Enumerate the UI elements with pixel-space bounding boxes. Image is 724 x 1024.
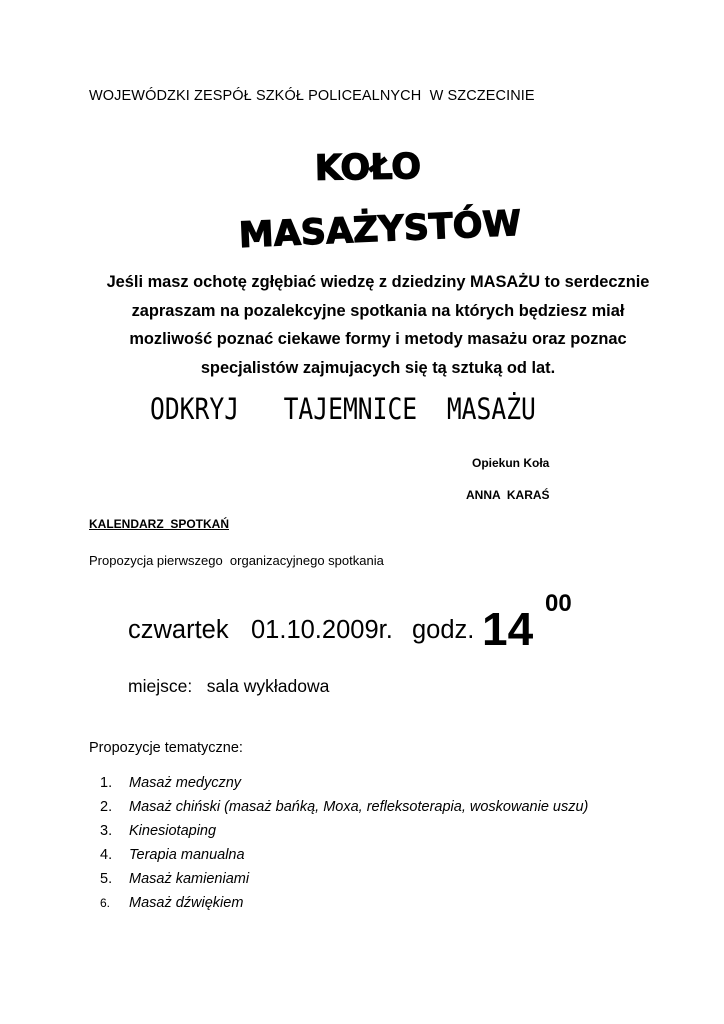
list-item xyxy=(100,892,588,916)
list-item xyxy=(100,820,588,844)
item-number: 3. xyxy=(100,823,113,839)
meeting-date-line xyxy=(128,590,648,660)
list-item xyxy=(100,844,588,868)
topics-heading: Propozycje tematyczne: xyxy=(89,740,243,756)
intro-line: specjalistów zajmujacych się tą sztuką od lat. xyxy=(200,358,556,377)
item-number: 6. xyxy=(100,896,111,910)
item-label: Kinesiotaping xyxy=(129,823,217,839)
item-label: Masaż kamieniami xyxy=(129,871,250,887)
slogan-word: ODKRYJ xyxy=(150,392,240,426)
time-label: godz. xyxy=(412,616,475,644)
meeting-minutes: 00 xyxy=(545,590,572,617)
intro-line: zapraszam na pozalekcyjne spotkania na których będziesz miał xyxy=(131,301,625,320)
item-number: 2. xyxy=(100,799,113,815)
slogan xyxy=(150,392,536,426)
item-label: Masaż medyczny xyxy=(129,775,242,791)
intro-paragraph xyxy=(70,268,686,382)
item-number: 4. xyxy=(100,847,113,863)
school-name: WOJEWÓDZKI ZESPÓŁ SZKÓŁ POLICEALNYCH W SZCZECINIE xyxy=(89,88,535,104)
item-label: Masaż dźwiękiem xyxy=(129,895,244,911)
guardian-name: ANNA KARAŚ xyxy=(466,488,550,502)
title-line-1: KOŁO xyxy=(314,147,422,189)
slogan-word: MASAŻU xyxy=(446,392,536,426)
slogan-word: TAJEMNICE xyxy=(283,392,418,426)
meeting-proposal: Propozycja pierwszego organizacyjnego spotkania xyxy=(89,553,384,568)
calendar-heading: KALENDARZ SPOTKAŃ xyxy=(89,517,229,531)
item-label: Terapia manualna xyxy=(129,847,245,863)
item-label: Masaż chiński (masaż bańką, Moxa, refleksoterapia, woskowanie uszu) xyxy=(129,799,589,815)
topics-list xyxy=(100,772,588,916)
meeting-place: miejsce: sala wykładowa xyxy=(128,676,330,696)
meeting-date: 01.10.2009r. xyxy=(251,616,393,644)
list-item xyxy=(100,868,588,892)
intro-line: Jeśli masz ochotę zgłębiać wiedzę z dziedziny MASAŻU to serdecznie xyxy=(106,273,650,291)
intro-line: mozliwość poznać ciekawe formy i metody masażu oraz poznac xyxy=(129,330,627,348)
guardian-role: Opiekun Koła xyxy=(472,456,550,470)
list-item xyxy=(100,772,588,796)
meeting-day: czwartek xyxy=(128,616,229,644)
item-number: 1. xyxy=(100,775,113,791)
title-line-2: MASAŻYSTÓW xyxy=(238,203,522,257)
item-number: 5. xyxy=(100,871,113,887)
list-item xyxy=(100,796,588,820)
meeting-hour: 14 xyxy=(482,603,534,655)
